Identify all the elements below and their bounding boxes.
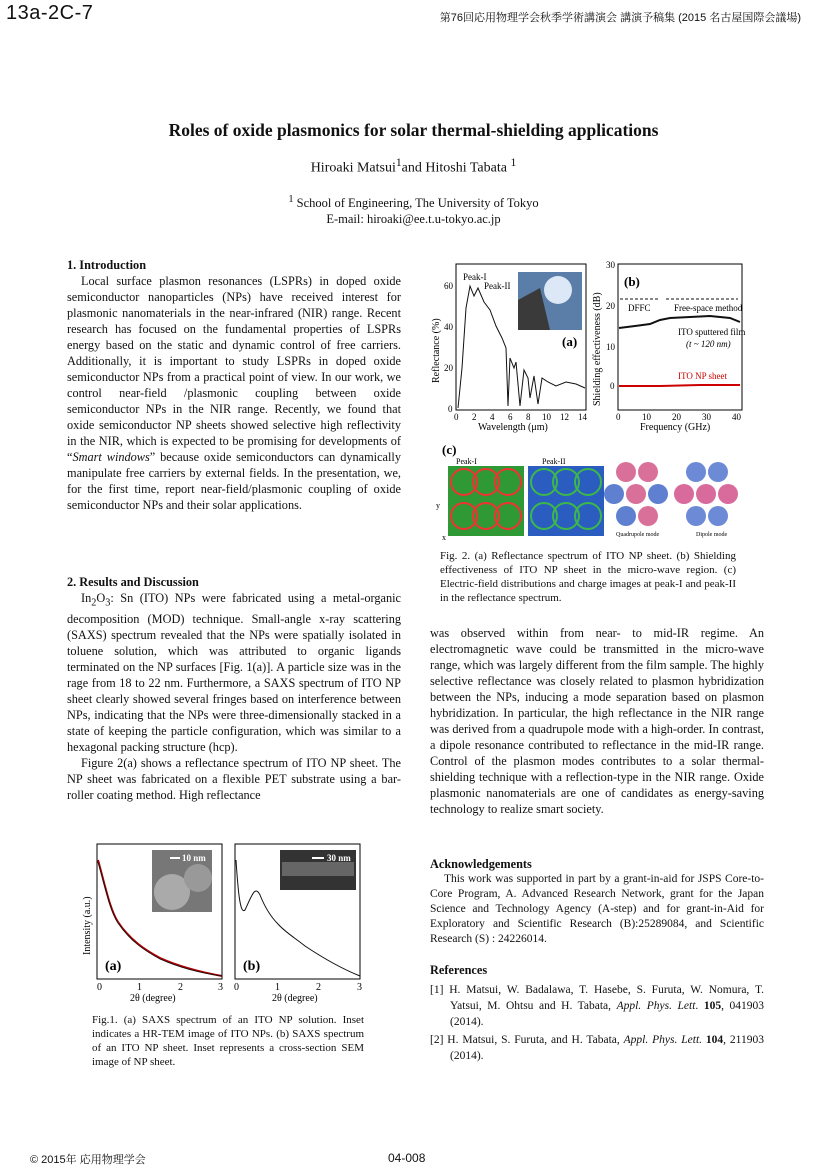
ack-text: This work was supported in part by a grant-in-aid for JSPS Core-to-Core Program, A. Advanced Research Network, grant for the Japan Science and Technology Agency (A-step) and for grant-in-Aid for Exploratory and Scientific Research (B):25289084, and Scientific Research (S) : 24226014. bbox=[430, 873, 764, 945]
fig2b-xtick: 0 bbox=[616, 412, 621, 422]
intro-section bbox=[67, 257, 401, 513]
fig2a-xtick: 14 bbox=[578, 412, 587, 422]
fig1b-panel bbox=[234, 844, 362, 1004]
fig2b-freespace: Free-space method bbox=[674, 303, 743, 313]
fig2a-ytick: 60 bbox=[444, 281, 453, 291]
fig1a-xtick: 1 bbox=[137, 982, 142, 993]
fig1b-label: (b) bbox=[243, 959, 261, 974]
results-section bbox=[67, 574, 401, 803]
fig2a-peak2: Peak-II bbox=[484, 281, 511, 291]
fig2b-xlabel: Frequency (GHz) bbox=[640, 422, 711, 433]
fig2c-axis-x: x bbox=[442, 533, 446, 542]
fig2b-dffc: DFFC bbox=[628, 303, 651, 313]
reference-item: [2] H. Matsui, S. Furuta, and H. Tabata, Appl. Phys. Lett. 104, 211903 (2014). bbox=[430, 1034, 764, 1062]
ack-section bbox=[430, 857, 764, 947]
results-continued bbox=[430, 625, 764, 817]
fig2-caption: Fig. 2. (a) Reflectance spectrum of ITO NP sheet. (b) Shielding effectiveness of ITO NP sheet in the micro-wave region. (c) Electric-field distributions and charge images at peak-I and peak-II in the reflectance spectrum. bbox=[440, 550, 736, 604]
fig1b-xtick: 3 bbox=[357, 982, 362, 993]
fig2c-dipole-label: Dipole mode bbox=[696, 532, 728, 538]
references-section bbox=[430, 962, 764, 1066]
figure-1 bbox=[80, 840, 370, 1010]
fig2a-ylabel: Reflectance (%) bbox=[431, 318, 442, 383]
fig2b-ytick: 10 bbox=[606, 342, 615, 352]
fig2c-charge-np bbox=[616, 506, 636, 526]
fig1a-xtick: 3 bbox=[218, 982, 223, 993]
fig2a-peak1: Peak-I bbox=[463, 272, 487, 282]
results-paragraph-1: $In_2O_3$: Sn (ITO) NPs were fabricated using a metal-organic decomposition (MOD) technique. Small-angle x-ray scattering (SAXS) spectrum revealed that the NPs were spatially isolated in toluene solution, which was attributed to organic ligands terminated on the NP surfaces [Fig. 1(a)]. A particle size was in the rage from 18 to 22 nm. Furthermore, a SAXS spectrum of ITO NP sheet clearly showed several fringes based on interference between NPs, indicating that the NPs were three-dimensionally stacked in a state of keeping the particle configuration, which was similar to a hexagonal packing structure (hcp). bbox=[67, 591, 401, 755]
paper-title: Roles of oxide plasmonics for solar thermal-shielding applications bbox=[168, 120, 659, 140]
fig2c-charge-np bbox=[686, 462, 706, 482]
fig2a-xtick: 6 bbox=[508, 412, 513, 422]
fig2c-peak1-field-map bbox=[448, 466, 524, 536]
fig1b-xtick: 0 bbox=[234, 982, 239, 993]
intro-text: Local surface plasmon resonances (LSPRs) in doped oxide semiconductor nanoparticles (NPs) have received interest for plasmonic nanomaterials in the near-infrared (NIR) range. Recent research has focused on the fundamental properties of LSPRs energy based on the static and dynamic control of free carriers. Additionally, it is important to study LSPRs in doped oxide semiconductor NPs from a practical point of view. In our work, we control near-field /plasmonic coupling between oxide semiconductor NPs in the NIR range. Recently, we found that oxide semiconductor NP sheets showed selective high reflectivity in the NIR, which is expected to be promising for developments of “Smart windows” because oxide semiconductors can dynamically manipulate free carriers by external fields. In the presentation, we, for the first time, report near-field/plasmonic coupling of oxide semiconductor NPs and their solar applications. bbox=[67, 274, 401, 512]
fig2a-label: (a) bbox=[562, 334, 578, 349]
results-paragraph-2: Figure 2(a) shows a reflectance spectrum of ITO NP sheet. The NP sheet was fabricated on a flexible PET substrate using a bar-roller coating method. High reflectance bbox=[67, 756, 401, 803]
fig2c-quadrupole-label: Quadrupole mode bbox=[616, 532, 660, 538]
fig2c-charge-np bbox=[674, 484, 694, 504]
fig1a-ylabel: Intensity (a.u.) bbox=[82, 896, 93, 955]
fig1a-xtick: 0 bbox=[97, 982, 102, 993]
fig2b-ytick: 0 bbox=[610, 381, 615, 391]
fig2c-charge-np bbox=[604, 484, 624, 504]
fig2b-xtick: 20 bbox=[672, 412, 681, 422]
fig2a-ytick: 20 bbox=[444, 363, 453, 373]
fig2c-peak2-field-map bbox=[528, 466, 604, 536]
fig2a-xtick: 8 bbox=[526, 412, 531, 422]
fig2a-ytick: 40 bbox=[444, 322, 453, 332]
fig1b-xtick: 1 bbox=[275, 982, 280, 993]
page-number: 04-008 bbox=[388, 1151, 426, 1165]
fig2c-charge-np bbox=[708, 506, 728, 526]
fig2c-axis-y: y bbox=[436, 501, 440, 510]
fig2b-xtick: 40 bbox=[732, 412, 741, 422]
fig2c-charge-np bbox=[616, 462, 636, 482]
affiliation: $^1$ School of Engineering, The University of Tokyo bbox=[288, 194, 539, 211]
fig2b-xtick: 10 bbox=[642, 412, 651, 422]
fig1b-xtick: 2 bbox=[316, 982, 321, 993]
fig2c-peak2: Peak-II bbox=[542, 457, 566, 466]
fig2b-ytick: 30 bbox=[606, 260, 615, 270]
copyright: © 2015年 応用物理学会 bbox=[30, 1154, 146, 1166]
fig2b-panel bbox=[592, 260, 745, 433]
fig2b-label: (b) bbox=[624, 274, 640, 289]
fig1b-xlabel: 2θ (degree) bbox=[272, 993, 318, 1004]
fig1b-sem-layer bbox=[282, 862, 354, 876]
intro-heading: 1. Introduction bbox=[67, 258, 147, 272]
fig2c-quadrupole-charges bbox=[604, 462, 668, 538]
fig2c-charge-np bbox=[696, 484, 716, 504]
fig1a-particle bbox=[184, 864, 212, 892]
fig2a-xtick: 4 bbox=[490, 412, 495, 422]
session-code: 13a-2C-7 bbox=[6, 2, 94, 24]
fig1a-panel bbox=[82, 844, 223, 1004]
fig1b-scale-label: 30 nm bbox=[327, 853, 351, 863]
fig2c-charge-np bbox=[686, 506, 706, 526]
results-heading: 2. Results and Discussion bbox=[67, 575, 199, 589]
figure-2 bbox=[430, 258, 750, 548]
fig2b-ytick: 20 bbox=[606, 301, 615, 311]
email: E-mail: hiroaki@ee.t.u-tokyo.ac.jp bbox=[326, 212, 501, 227]
fig2c-dipole-charges bbox=[674, 462, 738, 538]
fig2c-charge-np bbox=[648, 484, 668, 504]
fig2a-xtick: 10 bbox=[542, 412, 551, 422]
fig2b-xtick: 30 bbox=[702, 412, 711, 422]
fig2a-xlabel: Wavelength (μm) bbox=[478, 422, 548, 433]
fig2c-charge-np bbox=[638, 462, 658, 482]
authors: Hiroaki Matsui$^1$and Hitoshi Tabata $^1$ bbox=[310, 156, 517, 176]
fig2a-panel bbox=[431, 264, 588, 433]
fig2b-ylabel: Shielding effectiveness (dB) bbox=[592, 292, 603, 406]
fig1a-xlabel: 2θ (degree) bbox=[130, 993, 176, 1004]
fig2c-label: (c) bbox=[442, 442, 457, 457]
conference-header: 第76回応用物理学会秋季学術講演会 講演予稿集 (2015 名古屋国際会議場) bbox=[439, 12, 801, 24]
fig1a-label: (a) bbox=[105, 959, 122, 974]
fig2a-photo-sun bbox=[544, 276, 572, 304]
fig1a-scale-label: 10 nm bbox=[182, 853, 206, 863]
fig2a-xtick: 0 bbox=[454, 412, 459, 422]
fig2c-charge-np bbox=[638, 506, 658, 526]
affiliation-block bbox=[0, 192, 827, 227]
fig2c-panel bbox=[436, 442, 738, 542]
reference-item: [1] H. Matsui, W. Badalawa, T. Hasebe, S. Furuta, W. Nomura, T. Yatsui, M. Ohtsu and H. Tabata, Appl. Phys. Lett. 105, 041903 (2014). bbox=[430, 984, 765, 1028]
fig2a-ytick: 0 bbox=[448, 404, 453, 414]
fig2c-peak1: Peak-I bbox=[456, 457, 477, 466]
fig2a-xtick: 12 bbox=[560, 412, 569, 422]
references-heading: References bbox=[430, 963, 488, 977]
fig2c-charge-np bbox=[626, 484, 646, 504]
fig1a-xtick: 2 bbox=[178, 982, 183, 993]
fig2c-charge-np bbox=[718, 484, 738, 504]
fig2a-xtick: 2 bbox=[472, 412, 477, 422]
fig2b-film-thickness: (t ~ 120 nm) bbox=[686, 339, 731, 349]
fig2b-film-label: ITO sputtered film bbox=[678, 327, 746, 337]
results-continued-text: was observed within from near- to mid-IR regime. An electromagnetic wave could be transmitted in the micro-wave range, which was largely different from the film sample. The highly selective reflectance was closely related to plasmon hybridization between the NPs, inducing a mode separation based on plasmon hybridization. In particular, the high reflectance in the NIR range was derived from a quadrupole mode with a high-order. In contrast, a dipole resonance contributed to reflectance in the mid-IR range. Control of the plasmon modes contributes to a solar thermal-shielding technique with a reflection-type in the NIR range. Oxide plasmonic nanomaterials are one of candidates as energy-saving technology to realize smart society. bbox=[430, 626, 764, 816]
fig2b-sheet-curve bbox=[619, 385, 740, 386]
fig1-caption: Fig.1. (a) SAXS spectrum of an ITO NP solution. Inset indicates a HR-TEM image of ITO NPs. (b) SAXS spectrum of an ITO NP sheet. Inset represents a cross-section SEM image of NP sheet. bbox=[92, 1014, 364, 1068]
fig2b-sheet-label: ITO NP sheet bbox=[678, 371, 727, 381]
ack-heading: Acknowledgements bbox=[430, 857, 532, 871]
fig2c-charge-np bbox=[708, 462, 728, 482]
